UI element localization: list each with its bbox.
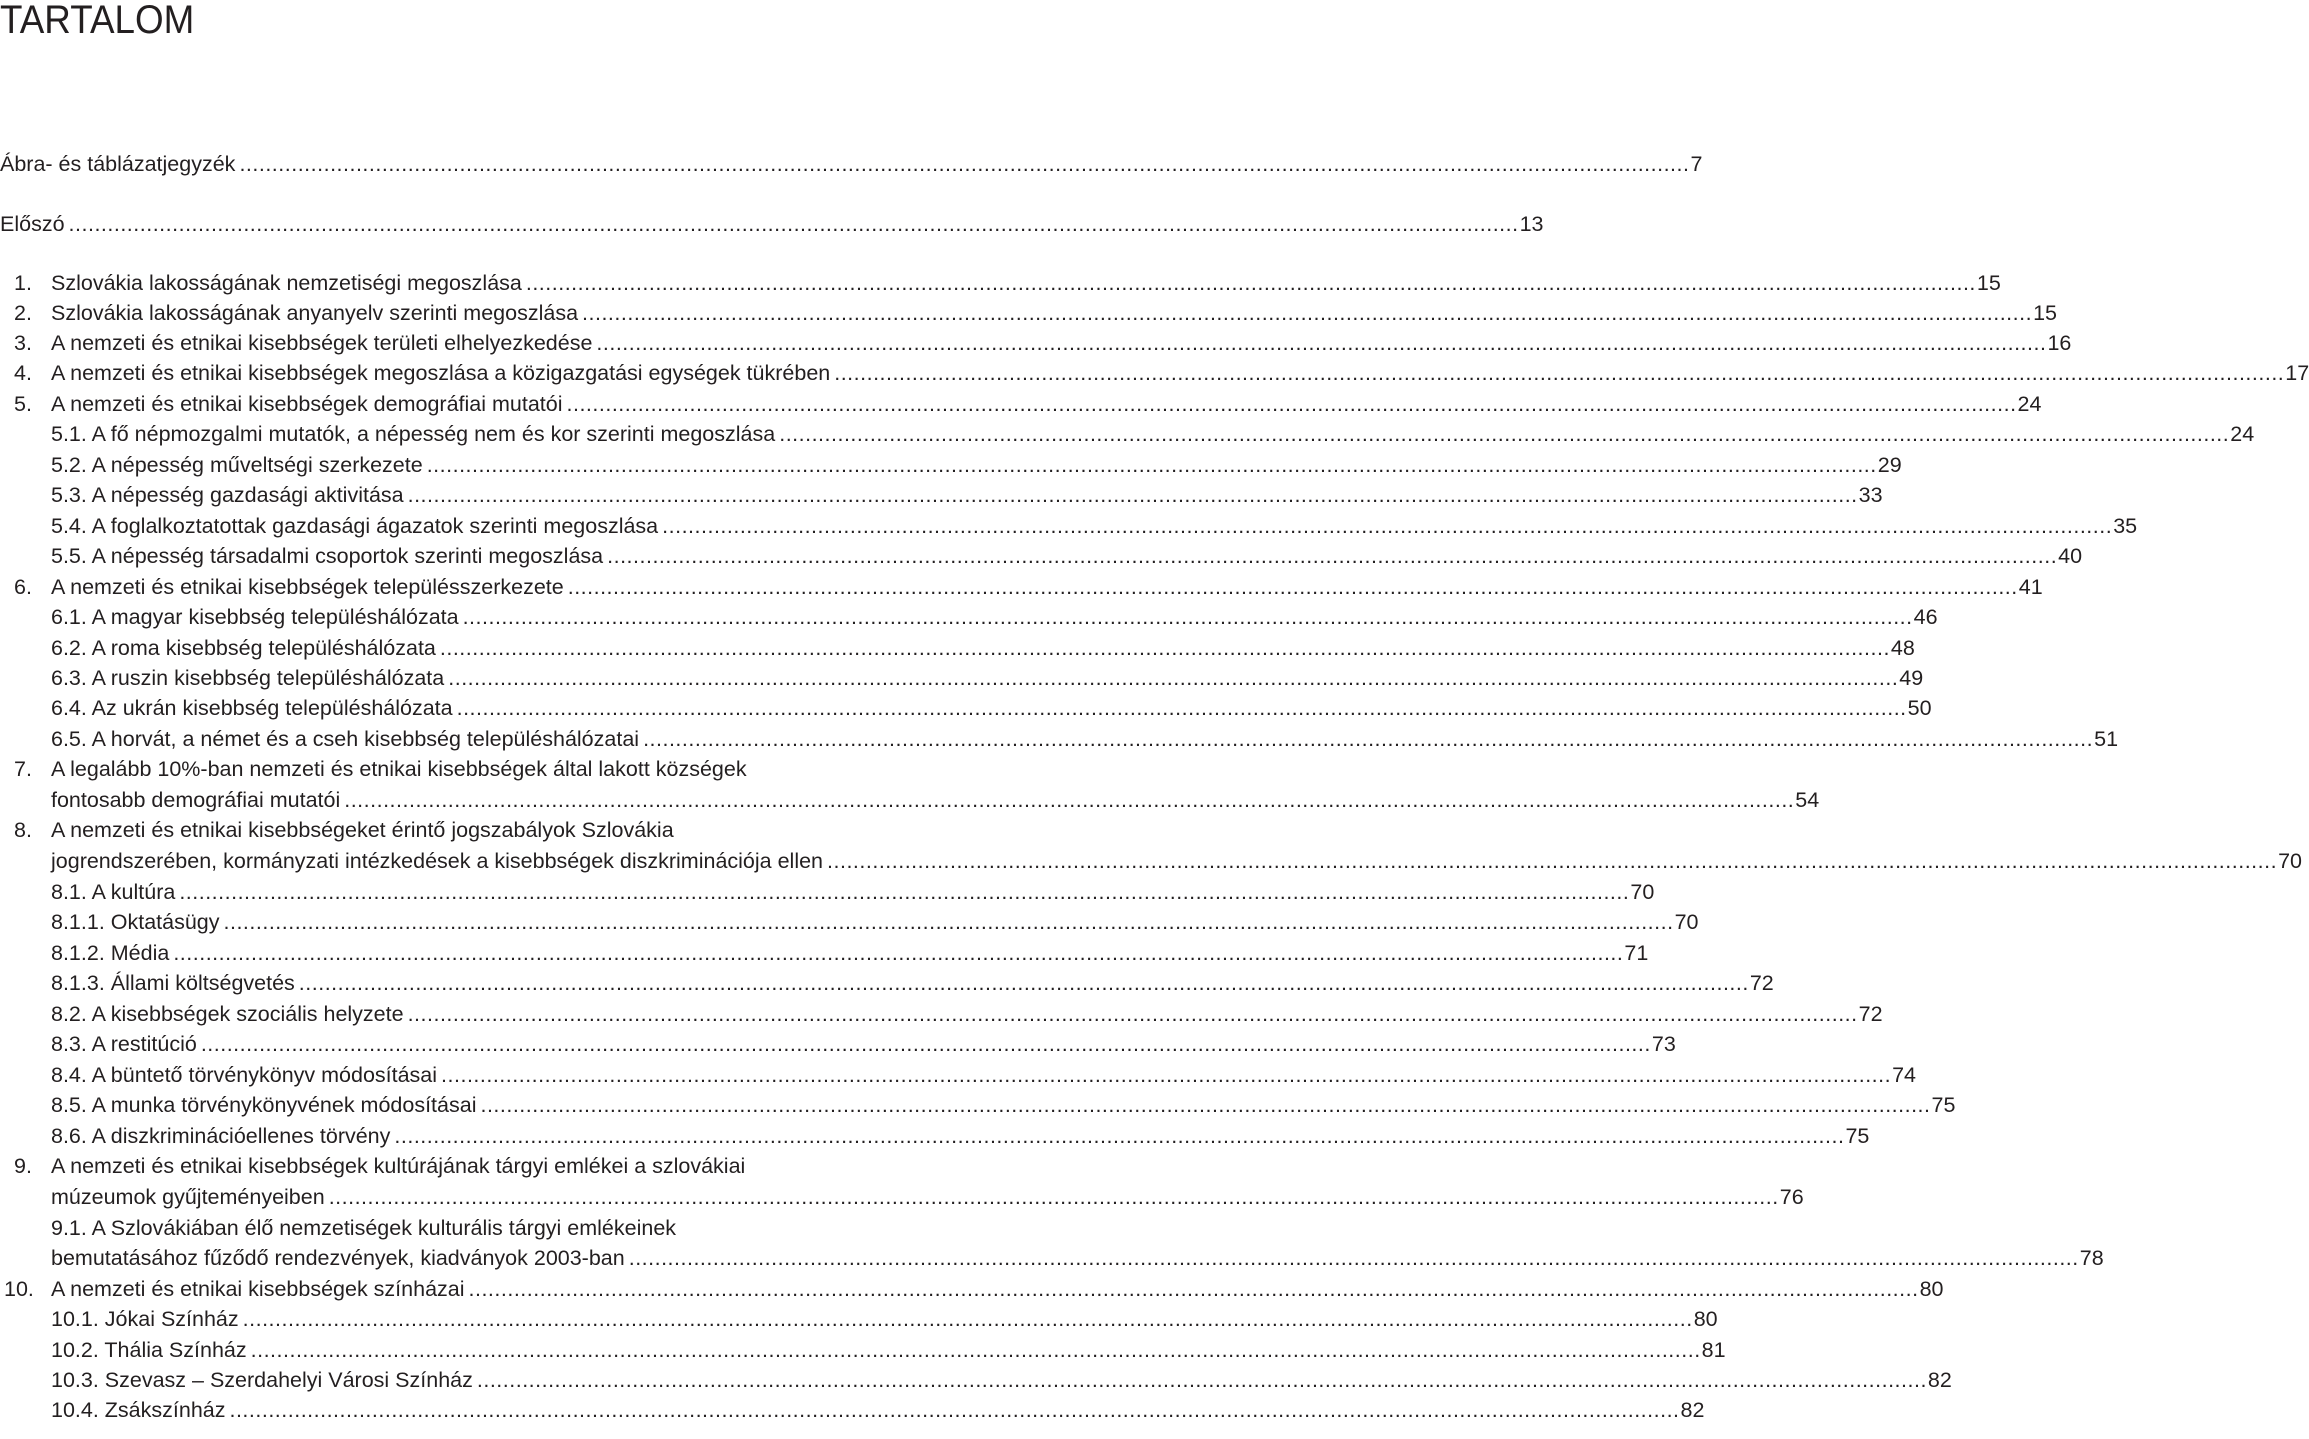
- toc-entry-title: Szlovákia lakosságának nemzetiségi megoszlása: [51, 271, 522, 295]
- toc-page-number: 24: [2230, 422, 2255, 446]
- toc-entry-title: 8.1. A kultúra: [51, 880, 176, 904]
- toc-leader-dots: [394, 1121, 1844, 1151]
- toc-entry-title: 8.5. A munka törvénykönyvének módosításai: [51, 1093, 477, 1117]
- toc-entry-title: A nemzeti és etnikai kisebbségek kultúrájának tárgyi emlékei a szlovákiai: [51, 1154, 746, 1178]
- toc-page-number: 33: [1858, 483, 1883, 507]
- toc-page-number: 48: [1890, 636, 1915, 660]
- toc-entry[interactable]: [14, 815, 953, 845]
- toc-entry-title: jogrendszerében, kormányzati intézkedések a kisebbségek diszkriminációja ellen: [51, 849, 824, 873]
- toc-entry-title: 5.4. A foglalkoztatottak gazdasági ágazatok szerinti megoszlása: [51, 514, 659, 538]
- toc-page-number: 82: [1927, 1368, 1952, 1392]
- toc-leader-dots: [69, 209, 1519, 239]
- toc-leader-dots: [779, 419, 2229, 449]
- toc-page-number: 15: [1976, 271, 2001, 295]
- toc-leader-dots: [448, 663, 1898, 693]
- toc-entry[interactable]: [51, 1213, 953, 1243]
- toc-entry-title: 8.2. A kisebbségek szociális helyzete: [51, 1002, 404, 1026]
- toc-entry-number: 4.: [14, 361, 32, 385]
- toc-leader-dots: [463, 602, 1913, 632]
- toc-entry-title: 6.5. A horvát, a német és a cseh kisebbség településhálózatai: [51, 727, 640, 751]
- toc-entry[interactable]: [14, 572, 2043, 602]
- toc-entry[interactable]: [51, 1395, 1705, 1425]
- toc-entry-title: 5.3. A népesség gazdasági aktivitása: [51, 483, 404, 507]
- toc-entry[interactable]: [51, 785, 1820, 815]
- toc-page-number: 50: [1907, 696, 1932, 720]
- toc-entry[interactable]: [51, 633, 1915, 663]
- toc-leader-dots: [229, 1395, 1679, 1425]
- toc-entry-number: 5.: [14, 392, 32, 416]
- toc-page-number: 70: [1674, 910, 1699, 934]
- toc-entry-title: 10.1. Jókai Színház: [51, 1307, 239, 1331]
- toc-entry[interactable]: [4, 1274, 1944, 1304]
- toc-entry[interactable]: [51, 1060, 1917, 1090]
- toc-entry-title: 10.4. Zsákszínház: [51, 1398, 226, 1422]
- toc-entry-title: 9.1. A Szlovákiában élő nemzetiségek kulturális tárgyi emlékeinek: [51, 1216, 677, 1240]
- toc-entry[interactable]: [51, 1335, 1726, 1365]
- toc-entry[interactable]: [51, 877, 1655, 907]
- toc-page-number: 82: [1680, 1398, 1705, 1422]
- toc-entry-title: 8.1.2. Média: [51, 941, 170, 965]
- toc-page-number: 46: [1913, 605, 1938, 629]
- toc-leader-dots: [607, 541, 2057, 571]
- toc-entry-title: 6.4. Az ukrán kisebbség településhálózata: [51, 696, 453, 720]
- toc-entry[interactable]: [51, 480, 1883, 510]
- toc-entry[interactable]: [14, 389, 2042, 419]
- toc-entry[interactable]: [51, 1365, 1952, 1395]
- toc-page-number: 73: [1651, 1032, 1676, 1056]
- toc-entry-number: 8.: [14, 818, 32, 842]
- toc-page-number: 40: [2058, 544, 2083, 568]
- toc-leader-dots: [567, 389, 2017, 419]
- toc-entry[interactable]: [51, 419, 2255, 449]
- toc-entry[interactable]: [51, 541, 2083, 571]
- toc-leader-dots: [329, 1182, 1779, 1212]
- toc-page-number: 35: [2113, 514, 2138, 538]
- toc-entry-title: Szlovákia lakosságának anyanyelv szerinti megoszlása: [51, 301, 579, 325]
- toc-entry-title: 8.6. A diszkriminációellenes törvény: [51, 1124, 391, 1148]
- toc-page-number: 54: [1795, 788, 1820, 812]
- toc-page-number: 17: [2285, 361, 2309, 385]
- toc-entry-title: A nemzeti és etnikai kisebbségek területi elhelyezkedése: [51, 331, 593, 355]
- toc-leader-dots: [179, 877, 1629, 907]
- toc-leader-dots: [299, 968, 1749, 998]
- toc-page-number: 24: [2017, 392, 2042, 416]
- toc-entry[interactable]: [51, 1182, 1804, 1212]
- toc-entry[interactable]: [51, 511, 2138, 541]
- toc-entry[interactable]: [14, 268, 2001, 298]
- toc-entry-title: 6.1. A magyar kisebbség településhálózata: [51, 605, 459, 629]
- toc-entry-title: A legalább 10%-ban nemzeti és etnikai kisebbségek által lakott községek: [51, 757, 747, 781]
- toc-entry[interactable]: [51, 907, 1699, 937]
- toc-page-number: 72: [1858, 1002, 1883, 1026]
- toc-entry-title: A nemzeti és etnikai kisebbségeket érintő jogszabályok Szlovákia: [51, 818, 674, 842]
- toc-entry-title: A nemzeti és etnikai kisebbségek megoszlása a közigazgatási egységek tükrében: [51, 361, 831, 385]
- toc-entry[interactable]: [51, 999, 1883, 1029]
- toc-entry-number: 2.: [14, 301, 32, 325]
- toc-entry[interactable]: [14, 328, 2072, 358]
- toc-leader-dots: [834, 358, 2284, 388]
- toc-leader-dots: [201, 1029, 1651, 1059]
- toc-page-number: 75: [1931, 1093, 1956, 1117]
- toc-entry[interactable]: [51, 724, 2119, 754]
- toc-leader-dots: [827, 846, 2277, 876]
- toc-page-number: 70: [1630, 880, 1655, 904]
- toc-leader-dots: [344, 785, 1794, 815]
- toc-leader-dots: [408, 999, 1858, 1029]
- toc-leader-dots: [243, 1304, 1693, 1334]
- toc-entry[interactable]: [51, 846, 2302, 876]
- toc-entry[interactable]: [14, 298, 2057, 328]
- toc-page-number: 80: [1919, 1277, 1944, 1301]
- toc-entry[interactable]: [51, 968, 1774, 998]
- toc-leader-dots: [526, 268, 1976, 298]
- toc-leader-dots: [480, 1090, 1930, 1120]
- toc-leader-dots: [596, 328, 2046, 358]
- toc-entry[interactable]: [51, 938, 1649, 968]
- toc-entry-title: 6.3. A ruszin kisebbség településhálózata: [51, 666, 445, 690]
- toc-page-number: 71: [1624, 941, 1649, 965]
- toc-entry-title: Előszó: [0, 212, 65, 236]
- toc-entry[interactable]: [51, 1304, 1718, 1334]
- toc-leader-dots: [582, 298, 2032, 328]
- toc-entry-title: múzeumok gyűjteményeiben: [51, 1185, 325, 1209]
- toc-leader-dots: [568, 572, 2018, 602]
- toc-entry[interactable]: [51, 1029, 1676, 1059]
- toc-page-number: 15: [2033, 301, 2057, 325]
- toc-entry[interactable]: [0, 209, 1544, 239]
- toc-leader-dots: [251, 1335, 1701, 1365]
- toc-entry[interactable]: [51, 602, 1938, 632]
- toc-entry-title: fontosabb demográfiai mutatói: [51, 788, 341, 812]
- toc-leader-dots: [224, 907, 1674, 937]
- toc-page-number: 74: [1892, 1063, 1917, 1087]
- toc-page-number: 7: [1690, 152, 1703, 176]
- toc-entry-title: 8.4. A büntető törvénykönyv módosításai: [51, 1063, 438, 1087]
- toc-entry[interactable]: [51, 1090, 1956, 1120]
- toc-entry[interactable]: [14, 1151, 953, 1181]
- toc-leader-dots: [173, 938, 1623, 968]
- toc-entry[interactable]: [14, 358, 2309, 388]
- toc-entry-title: 5.5. A népesség társadalmi csoportok szerinti megoszlása: [51, 544, 604, 568]
- page-title: TARTALOM: [0, 0, 195, 42]
- toc-entry[interactable]: [51, 1243, 2104, 1273]
- toc-leader-dots: [427, 450, 1877, 480]
- toc-page-number: 41: [2018, 575, 2043, 599]
- toc-page-number: 13: [1519, 212, 1544, 236]
- toc-entry-title: Ábra- és táblázatjegyzék: [0, 152, 236, 176]
- toc-entry-title: bemutatásához fűződő rendezvények, kiadványok 2003-ban: [51, 1246, 625, 1270]
- toc-entry-number: 7.: [14, 757, 32, 781]
- toc-entry-title: 8.1.3. Állami költségvetés: [51, 971, 295, 995]
- toc-leader-dots: [239, 149, 1689, 179]
- toc-leader-dots: [441, 1060, 1891, 1090]
- toc-leader-dots: [662, 511, 2112, 541]
- toc-page-number: 70: [2278, 849, 2302, 873]
- toc-leader-dots: [477, 1365, 1927, 1395]
- toc-leader-dots: [440, 633, 1890, 663]
- toc-entry[interactable]: [14, 754, 953, 784]
- toc-leader-dots: [629, 1243, 2079, 1273]
- toc-entry[interactable]: [51, 663, 1924, 693]
- toc-page-number: 29: [1877, 453, 1902, 477]
- toc-entry-title: 6.2. A roma kisebbség településhálózata: [51, 636, 436, 660]
- toc-entry-number: 6.: [14, 575, 32, 599]
- toc-entry-title: 10.2. Thália Színház: [51, 1338, 247, 1362]
- toc-entry-title: 10.3. Szevasz – Szerdahelyi Városi Színház: [51, 1368, 473, 1392]
- toc-page-number: 75: [1845, 1124, 1870, 1148]
- toc-page-number: 51: [2094, 727, 2119, 751]
- toc-entry[interactable]: [51, 693, 1932, 723]
- toc-entry[interactable]: [51, 1121, 1870, 1151]
- toc-page-number: 81: [1701, 1338, 1726, 1362]
- toc-entry-title: A nemzeti és etnikai kisebbségek színházai: [51, 1277, 465, 1301]
- toc-entry-number: 3.: [14, 331, 32, 355]
- toc-page-number: 16: [2047, 331, 2072, 355]
- toc-page-number: 49: [1899, 666, 1924, 690]
- toc-entry-number: 9.: [14, 1154, 32, 1178]
- toc-leader-dots: [457, 693, 1907, 723]
- toc-entry[interactable]: [51, 450, 1902, 480]
- toc-entry-title: 5.1. A fő népmozgalmi mutatók, a népesség nem és kor szerinti megoszlása: [51, 422, 776, 446]
- toc-page-number: 78: [2079, 1246, 2104, 1270]
- toc-entry-title: 8.3. A restitúció: [51, 1032, 197, 1056]
- toc-entry-number: 1.: [14, 271, 32, 295]
- toc-entry-title: 8.1.1. Oktatásügy: [51, 910, 220, 934]
- toc-entry[interactable]: [0, 149, 1703, 179]
- toc-entry-title: 5.2. A népesség műveltségi szerkezete: [51, 453, 423, 477]
- toc-leader-dots: [643, 724, 2093, 754]
- toc-entry-number: 10.: [4, 1277, 34, 1301]
- toc-entry-title: A nemzeti és etnikai kisebbségek demográfiai mutatói: [51, 392, 563, 416]
- toc-leader-dots: [469, 1274, 1919, 1304]
- toc-leader-dots: [408, 480, 1858, 510]
- toc-page-number: 80: [1693, 1307, 1718, 1331]
- toc-page-number: 72: [1749, 971, 1774, 995]
- toc-page-number: 76: [1779, 1185, 1804, 1209]
- toc-entry-title: A nemzeti és etnikai kisebbségek településszerkezete: [51, 575, 564, 599]
